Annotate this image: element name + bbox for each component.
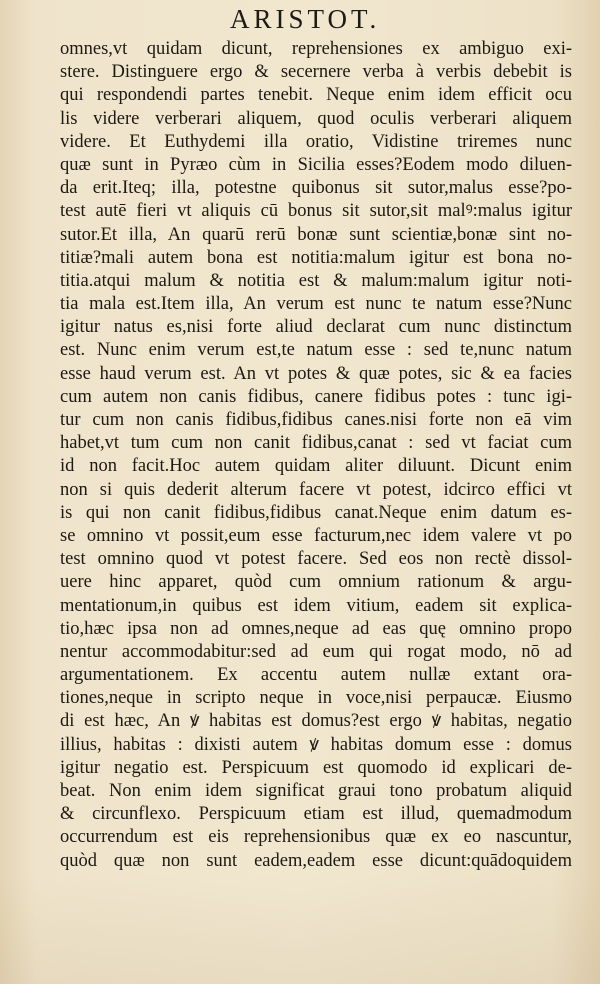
body-text (60, 38, 572, 873)
text-line: tur cum non canis fidibus,fidibus canes.nisi forte non eā vim (60, 410, 572, 430)
text-line: lis videre verberari aliquem, quod oculis verberari aliquem (60, 108, 572, 129)
text-line: test omnino quod vt potest facere. Sed eos non rectè dissol- (60, 549, 572, 570)
text-line: tia mala est.Item illa, An verum est nunc te natum esse?Nunc (60, 294, 572, 315)
text-line: titia.atqui malum & notitia est & malum:malum igitur noti- (60, 270, 572, 291)
text-line: igitur negatio est. Perspicuum est quomodo id explicari de- (60, 757, 572, 778)
text-line: cum autem non canis fidibus, canere fidibus potes : tunc igi- (60, 386, 572, 407)
text-line: videre. Et Euthydemi illa oratio, Vidistine triremes nunc (60, 131, 572, 152)
text-line: tiones,neque in scripto neque in voce,nisi perpaucæ. Eiusmo (60, 688, 572, 709)
text-line: beat. Non enim idem significat graui tono probatum aliquid (60, 781, 572, 801)
text-line: & circunflexo. Perspicuum etiam est illud, quemadmodum (60, 804, 572, 825)
text-line: stere. Distinguere ergo & secernere verba à verbis debebit is (60, 62, 572, 83)
text-line: omnes,vt quidam dicunt, reprehensiones ex ambiguo exi- (60, 39, 572, 59)
text-line: habet,vt tum cum non canit fidibus,canat : sed vt faciat cum (60, 433, 572, 454)
text-line: tio,hæc ipsa non ad omnes,neque ad eas quę omnino propo (60, 618, 572, 639)
text-line: occurrendum est eis reprehensionibus quæ ex eo nascuntur, (60, 827, 572, 848)
text-line: illius, habitas : dixisti autem ꝟ habitas domum esse : domus (60, 734, 572, 755)
text-line: igitur natus es,nisi forte aliud declarat cum nunc distinctum (60, 317, 572, 338)
text-line: quæ sunt in Pyræo cùm in Sicilia esses?Eodem modo diluen- (60, 154, 572, 175)
text-line: test autē fieri vt aliquis cū bonus sit sutor,sit malꝰ:malus igitur (60, 201, 572, 222)
text-line: uere hinc apparet, quòd cum omnium rationum & argu- (60, 572, 572, 593)
text-line: di est hæc, An ꝟ habitas est domus?est ergo ꝟ habitas, negatio (60, 711, 572, 732)
running-head: ARISTOT. (230, 4, 381, 34)
text-line: sutor.Et illa, An quarū rerū bonæ sunt scientiæ,bonæ sint no- (60, 224, 572, 245)
text-line: esse haud verum est. An vt potes & quæ potes, sic & ea facies (60, 363, 572, 384)
text-line: titiæ?mali autem bona est notitia:malum igitur est bona no- (60, 247, 572, 268)
text-line: se omnino vt possit,eum esse facturum,nec idem valere vt po (60, 525, 572, 546)
text-line: non si quis dederit alterum facere vt potest, idcirco effici vt (60, 479, 572, 500)
text-line: da erit.Iteq; illa, potestne quibonus sit sutor,malus esse?po- (60, 178, 572, 199)
text-line: mentationum,in quibus est idem vitium, eadem sit explica- (60, 595, 572, 616)
text-line: nentur accommodabitur:sed ad eum qui rogat modo, nō ad (60, 641, 572, 662)
text-line: is qui non canit fidibus,fidibus canat.Neque enim datum es- (60, 502, 572, 523)
text-line: est. Nunc enim verum est,te natum esse : sed te,nunc natum (60, 340, 572, 361)
text-line: id non facit.Hoc autem quidam aliter diluunt. Dicunt enim (60, 456, 572, 477)
text-line: quòd quæ non sunt eadem,eadem esse dicunt:quādoquidem (60, 850, 572, 871)
text-line: argumentationem. Ex accentu autem nullæ extant ora- (60, 665, 572, 686)
text-line: qui respondendi partes tenebit. Neque enim idem efficit ocu (60, 85, 572, 106)
